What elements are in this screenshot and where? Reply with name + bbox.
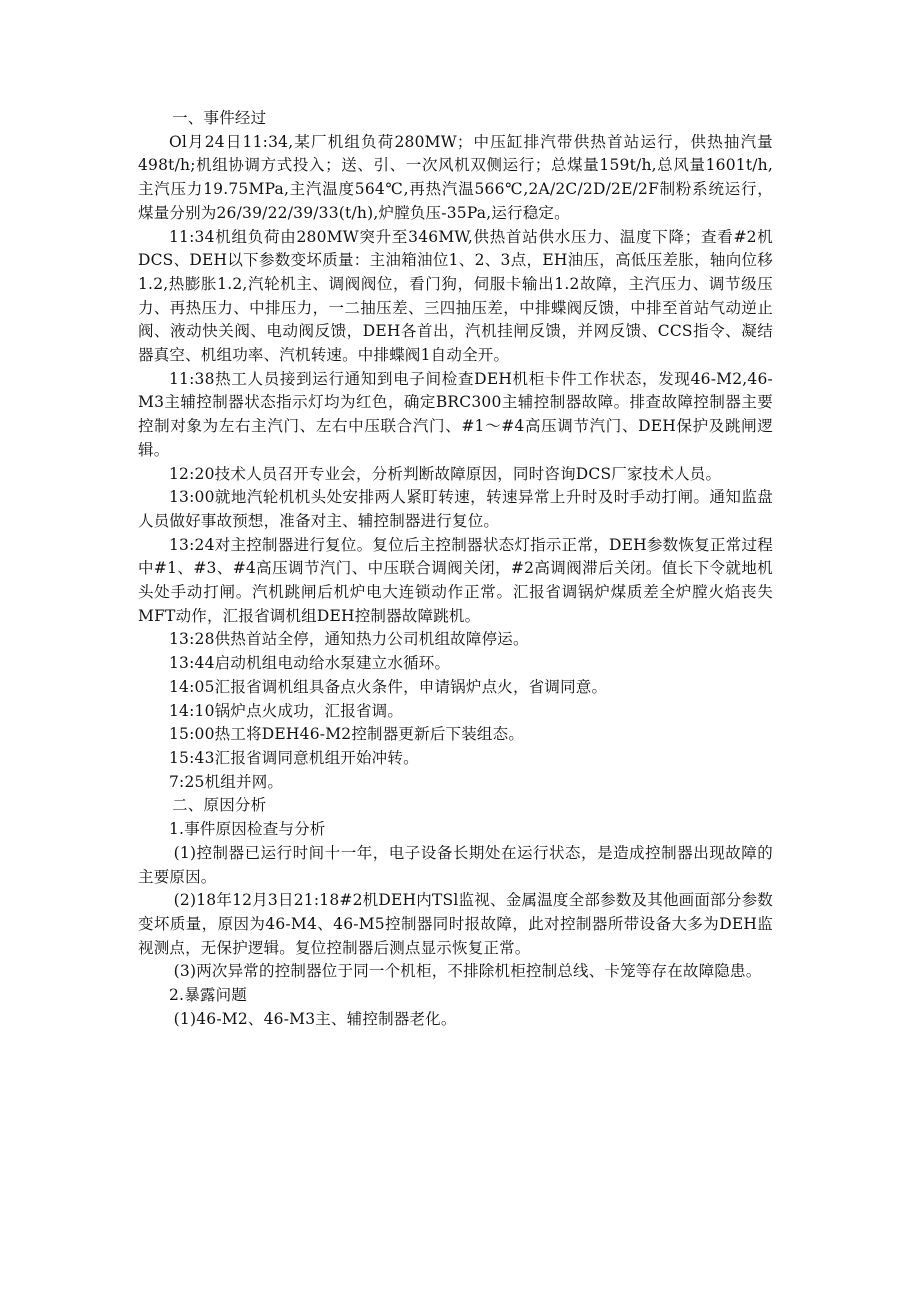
- subheading-exposed-issues: 2.暴露问题: [169, 986, 247, 1005]
- paragraph-event-overview: Ol月24日11:34,某厂机组负荷280MW；中压缸排汽带供热首站运行，供热抽汽量498t/h;机组协调方式投入；送、引、一次风机双侧运行；总煤量159t/h,总风量1601t/h,主汽压力19.75MPa,主汽温度564℃,再热汽温566℃,2A/2C/2D/2E/2F制粉系统运行，煤量分别为26/39/22/39/33(t/h),炉膛负压-35Pa,运行稳定。: [138, 132, 773, 222]
- paragraph-1344: 13:44启动机组电动给水泵建立水循环。: [169, 654, 451, 673]
- paragraph-cause-2: (2)18年12月3日21:18#2机DEH内TSl监视、金属温度全部参数及其他画面部分参数变坏质量，原因为46-M4、46-M5控制器同时报故障，此对控制器所带设备大多为DEH监视测点，无保护逻辑。复位控制器后测点显示恢复正常。: [138, 891, 773, 957]
- document-body: [138, 107, 773, 1031]
- paragraph-1134: 11:34机组负荷由280MW突升至346MW,供热首站供水压力、温度下降；查看#2机DCS、DEH以下参数变坏质量：主油箱油位1、2、3点，EH油压，高低压差胀，轴向位移1.2,热膨胀1.2,汽轮机主、调阀阀位，看门狗，伺服卡输出1.2故障，主汽压力、调节级压力、再热压力、中排压力，一二抽压差、三四抽压差，中排蝶阀反馈，中排至首站气动逆止阀、液动快关阀、电动阀反馈，DEH各首出，汽机挂闸反馈，并网反馈、CCS指令、凝结器真空、机组功率、汽机转速。中排蝶阀1自动全开。: [138, 227, 773, 365]
- paragraph-1138: 11:38热工人员接到运行通知到电子间检查DEH机柜卡件工作状态，发现46-M2,46-M3主辅控制器状态指示灯均为红色，确定BRC300主辅控制器故障。排查故障控制器主要控制对象为左右主汽门、左右中压联合汽门、#1～#4高压调节汽门、DEH保护及跳闸逻辑。: [138, 369, 773, 459]
- paragraph-1300: 13:00就地汽轮机机头处安排两人紧盯转速，转速异常上升时及时手动打闸。通知监盘人员做好事故预想，准备对主、辅控制器进行复位。: [138, 488, 773, 530]
- paragraph-issue-1: (1)46-M2、46-M3主、辅控制器老化。: [173, 1009, 457, 1028]
- paragraph-1410: 14:10锅炉点火成功，汇报省调。: [169, 701, 404, 720]
- paragraph-1543: 15:43汇报省调同意机组开始冲转。: [169, 748, 419, 767]
- subheading-cause-check: 1.事件原因检查与分析: [169, 820, 326, 839]
- paragraph-1500: 15:00热工将DEH46-M2控制器更新后下装组态。: [169, 725, 525, 744]
- paragraph-cause-1: (1)控制器已运行时间十一年，电子设备长期处在运行状态，是造成控制器出现故障的主要原因。: [138, 843, 773, 886]
- section-heading-cause: 二、原因分析: [172, 796, 267, 815]
- paragraph-cause-3: (3)两次异常的控制器位于同一个机柜，不排除机柜控制总线、卡笼等存在故障隐患。: [173, 962, 762, 981]
- section-heading-event: 一、事件经过: [172, 109, 267, 127]
- paragraph-0725: 7:25机组并网。: [169, 772, 284, 791]
- paragraph-1220: 12:20技术人员召开专业会，分析判断故障原因，同时咨询DCS厂家技术人员。: [169, 464, 722, 483]
- paragraph-1324: 13:24对主控制器进行复位。复位后主控制器状态灯指示正常，DEH参数恢复正常过程中#1、#3、#4高压调节汽门、中压联合调阀关闭，#2高调阀滞后关闭。值长下令就地机头处手动打闸。汽机跳闸后机炉电大连锁动作正常。汇报省调锅炉煤质差全炉膛火焰丧失MFT动作，汇报省调机组DEH控制器故障跳机。: [138, 535, 773, 625]
- paragraph-1328: 13:28供热首站全停，通知热力公司机组故障停运。: [169, 630, 529, 649]
- paragraph-1405: 14:05汇报省调机组具备点火条件，申请锅炉点火，省调同意。: [169, 677, 608, 696]
